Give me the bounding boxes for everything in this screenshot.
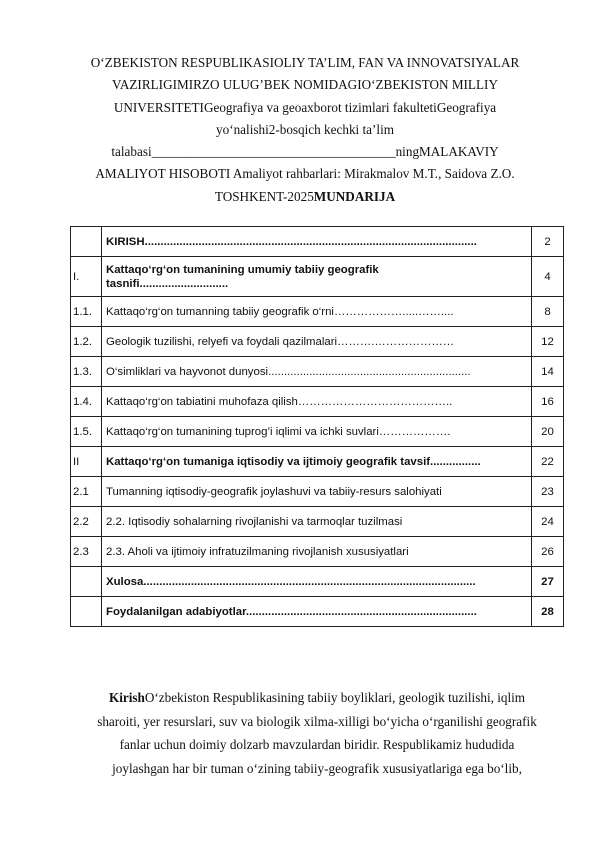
toc-row-page: 2 [532, 227, 564, 257]
intro-line-3: fanlar uchun doimiy dolzarb mavzulardan biridir. Respublikamiz hududida [119, 737, 515, 752]
toc-row-title[interactable] [102, 257, 532, 297]
toc-row-page: 20 [532, 417, 564, 447]
toc-row-page: 14 [532, 357, 564, 387]
intro-line-2: sharoiti, yer resurslari, suv va biologik xilma-xilligi bo‘yicha o‘rganilishi geografik [97, 713, 537, 729]
table-of-contents [70, 226, 564, 627]
toc-row-page: 12 [532, 327, 564, 357]
title-line-4: yo‘nalishi2-bosqich kechki ta’lim [216, 121, 394, 137]
title-line-5: talabasi_____________________________________ningMALAKAVIY [111, 144, 499, 160]
toc-row-page: 23 [532, 477, 564, 507]
toc-row-title[interactable]: Tumanning iqtisodiy-geografik joylashuvi va tabiiy-resurs salohiyati [102, 477, 532, 507]
toc-row-title[interactable]: Kattaqo‘rg‘on tabiatini muhofaza qilish………………………………….. [102, 387, 532, 417]
toc-row [71, 357, 564, 387]
toc-row-number [71, 567, 102, 597]
title-line-2: VAZIRLIGIMIRZO ULUG’BEK NOMIDAGIO‘ZBEKISTON MILLIY [112, 77, 498, 93]
toc-row-title[interactable]: 2.3. Aholi va ijtimoiy infratuzilmaning rivojlanish xususiyatlari [102, 537, 532, 567]
toc-row-title[interactable]: O‘simliklari va hayvonot dunyosi................................................................ [102, 357, 532, 387]
toc-row-title[interactable]: Xulosa......................................................................................................... [102, 567, 532, 597]
toc-row-page: 26 [532, 537, 564, 567]
toc-row-title[interactable]: Kattaqo‘rg‘on tumanning tabiiy geografik o‘rni……………….....…….... [102, 297, 532, 327]
city-year: TOSHKENT-2025 [214, 188, 314, 204]
toc-row-title-line-1: Kattaqo‘rg‘on tumanining umumiy tabiiy geografik [106, 263, 379, 276]
toc-row [71, 507, 564, 537]
toc-row [71, 567, 564, 597]
intro-line-4: joylashgan har bir tuman o‘zining tabiiy-geografik xususiyatlariga ega bo‘lib, [112, 760, 522, 776]
toc-row [71, 597, 564, 627]
intro-line-1 [70, 686, 564, 710]
toc-row-number: 1.1. [71, 297, 102, 327]
toc-row-title[interactable]: Geologik tuzilishi, relyefi va foydali qazilmalari……….………………… [102, 327, 532, 357]
toc-row-page: 28 [532, 597, 564, 627]
title-block [70, 52, 540, 208]
toc-row-page: 8 [532, 297, 564, 327]
toc-row-title[interactable]: 2.2. Iqtisodiy sohalarning rivojlanishi va tarmoqlar tuzilmasi [102, 507, 532, 537]
introduction-paragraph [70, 686, 564, 780]
toc-row-page: 16 [532, 387, 564, 417]
toc-row [71, 327, 564, 357]
toc-row-number: 2.2 [71, 507, 102, 537]
toc-row-page: 4 [532, 257, 564, 297]
title-line-6: AMALIYOT HISOBOTI Amaliyot rahbarlari: Mirakmalov M.T., Saidova Z.O. [95, 166, 515, 182]
toc-row-number: 1.3. [71, 357, 102, 387]
toc-row-number [71, 227, 102, 257]
title-line-7 [70, 186, 540, 208]
toc-row-title[interactable]: Foydalanilgan adabiyotlar......................................................................... [102, 597, 532, 627]
toc-row [71, 537, 564, 567]
toc-row-title[interactable]: KIRISH......................................................................................................... [102, 227, 532, 257]
toc-row-title[interactable]: Kattaqo‘rg‘on tumanining tuprog’i iqlimi va ichki suvlari………………. [102, 417, 532, 447]
contents-heading: MUNDARIJA [313, 188, 396, 204]
toc-row-number: 2.3 [71, 537, 102, 567]
toc-row [71, 447, 564, 477]
toc-row [71, 297, 564, 327]
toc-row-page: 27 [532, 567, 564, 597]
intro-line-1-text: O‘zbekiston Respublikasining tabiiy boyliklari, geologik tuzilishi, iqlim [144, 690, 526, 705]
toc-row [71, 257, 564, 297]
toc-row-page: 22 [532, 447, 564, 477]
toc-row-number: 2.1 [71, 477, 102, 507]
toc-row-title[interactable]: Kattaqo‘rg‘on tumaniga iqtisodiy va ijtimoiy geografik tavsif................ [102, 447, 532, 477]
toc-row-title-line-2: tasnifi............................ [106, 277, 229, 290]
toc-row-number: 1.5. [71, 417, 102, 447]
toc-row-number: I. [71, 257, 102, 297]
toc-row-number [71, 597, 102, 627]
toc-row-number: 1.4. [71, 387, 102, 417]
title-line-3: UNIVERSITETIGeografiya va geoaxborot tizimlari fakultetiGeografiya [113, 99, 497, 115]
toc-row [71, 417, 564, 447]
toc-row-number: 1.2. [71, 327, 102, 357]
toc-row [71, 387, 564, 417]
toc-row [71, 477, 564, 507]
intro-heading: Kirish [108, 690, 145, 705]
toc-row-number: II [71, 447, 102, 477]
toc-row-page: 24 [532, 507, 564, 537]
title-line-1: O‘ZBEKISTON RESPUBLIKASIOLIY TA’LIM, FAN VA INNOVATSIYALAR [90, 55, 520, 70]
toc-row [71, 227, 564, 257]
